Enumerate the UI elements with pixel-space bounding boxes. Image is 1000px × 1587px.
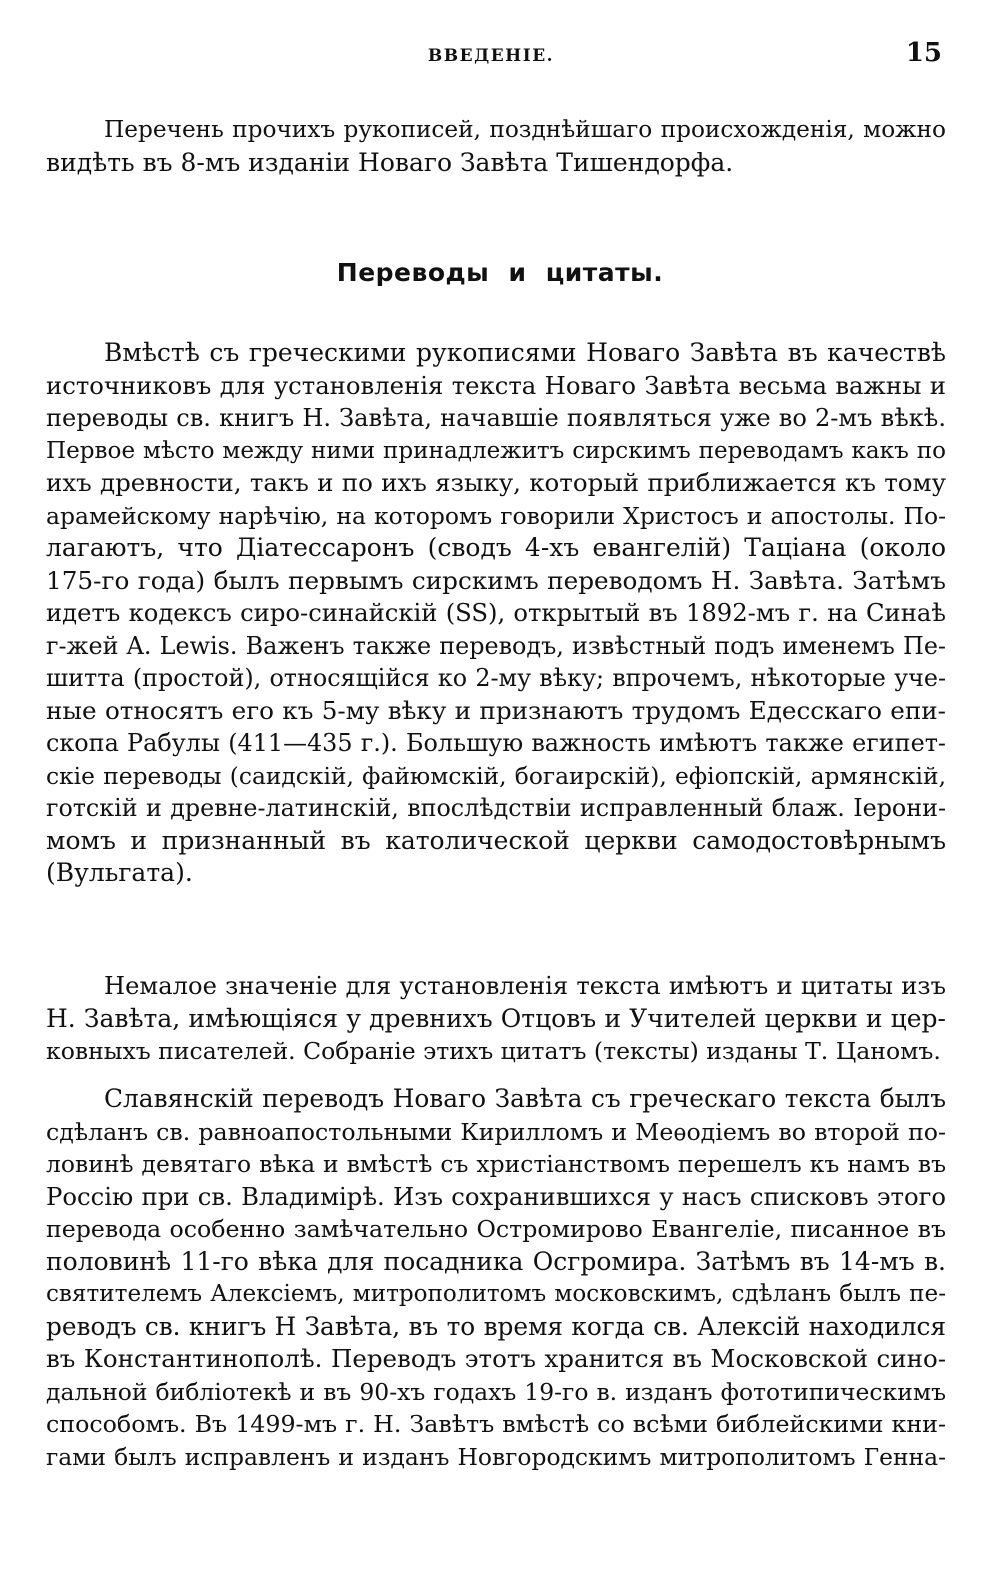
text-line: Вмѣстѣ съ греческими рукописями Новаго Завѣта въ качествѣ [104,338,946,367]
paragraph-2 [46,970,946,1068]
text-line: источниковъ для установленія текста Новаго Завѣта весьма важны и [46,370,946,400]
text-line: готскій и древне-латинскій, впослѣдствіи исправленный блаж. Іерони- [46,794,946,822]
paragraph-3 [46,1083,946,1473]
text-line: способомъ. Въ 1499-мъ г. Н. Завѣтъ вмѣстѣ со всѣми библейскими кни- [46,1410,946,1438]
text-line: ловинѣ девятаго вѣка и вмѣстѣ съ христіанствомъ перешелъ къ намъ въ [46,1150,946,1178]
text-line: (Вульгата). [46,858,193,887]
text-line: переводы св. книгъ Н. Завѣта, начавшіе появляться уже во 2-мъ вѣкѣ. [46,404,946,432]
section-heading: Переводы и цитаты. [336,258,664,287]
text-line: Н. Завѣта, имѣющіяся у древнихъ Отцовъ и Учителей церкви и цер- [46,1003,946,1033]
text-line: Славянскій переводъ Новаго Завѣта съ греческаго текста былъ [104,1084,946,1113]
text-line: сдѣланъ св. равноапостольными Кирилломъ и Меѳодіемъ во второй по- [46,1117,946,1146]
text-line: половинѣ 11-го вѣка для посадника Осгромира. Затѣмъ въ 14-мъ в. [46,1246,946,1276]
page-header [40,38,942,78]
text-line: ихъ древности, такъ и по ихъ языку, который приближается къ тому [46,468,946,497]
text-line: ные относятъ его къ 5-му вѣку и признаютъ трудомъ Едесскаго епи- [46,695,946,725]
text-line: святителемъ Алексіемъ, митрополитомъ московскимъ, сдѣланъ былъ пе- [46,1281,946,1307]
paragraph-1 [46,337,946,890]
text-line: видѣть въ 8-мъ изданіи Новаго Завѣта Тишендорфа. [46,147,734,177]
text-line: 175-го года) былъ первымъ сирскимъ переводомъ Н. Завѣта. Затѣмъ [46,565,946,595]
text-line: Немалое значеніе для установленія текста имѣютъ и цитаты изъ [104,972,946,1000]
text-line: шитта (простой), относящійся ко 2-му вѣку; впрочемъ, нѣкоторые уче- [46,664,946,692]
text-line: Первое мѣсто между ними принадлежитъ сирскимъ переводамъ какъ по [46,437,946,464]
text-line: лагаютъ, что Діатессаронъ (сводъ 4-хъ евангелій) Таціана (около [46,533,946,562]
text-line: реводъ св. книгъ Н Завѣта, въ то время когда св. Алексій находился [46,1311,946,1341]
text-line: гами былъ исправленъ и изданъ Новгородскимъ митрополитомъ Генна- [46,1442,946,1471]
intro-paragraph [46,114,946,179]
text-line: перевода особенно замѣчательно Остромирово Евангеліе, писанное въ [46,1215,946,1243]
running-title: ВВЕДЕНІЕ. [427,46,555,66]
text-line: въ Константинополѣ. Переводъ этотъ хранится въ Московской сино- [46,1344,946,1373]
page-number: 15 [905,38,942,68]
text-line: дальной библіотекѣ и въ 90-хъ годахъ 19-го в. изданъ фототипическимъ [46,1377,946,1406]
text-line: ковныхъ писателей. Собраніе этихъ цитатъ (тексты) изданы Т. Цаномъ. [46,1037,941,1065]
text-line: идетъ кодексъ сиро-синайскій (SS), открытый въ 1892-мъ г. на Синаѣ [46,598,946,627]
text-line: г-жей A. Lewis. Важенъ также переводъ, извѣстный подъ именемъ Пе- [46,631,946,660]
text-line: момъ и признанный въ католической церкви самодостовѣрнымъ [46,825,946,855]
text-line: арамейскому нарѣчію, на которомъ говорили Христосъ и апостолы. По- [46,501,946,530]
text-line: скопа Рабулы (411—435 г.). Большую важность имѣютъ также египет- [46,729,946,757]
text-line: Перечень прочихъ рукописей, позднѣйшаго происхожденія, можно [104,116,946,143]
text-line: скіе переводы (саидскій, файюмскій, богаирскій), ефіопскій, армянскій, [46,761,946,790]
text-line: Россію при св. Владимірѣ. Изъ сохранившихся у насъ списковъ этого [46,1181,946,1211]
